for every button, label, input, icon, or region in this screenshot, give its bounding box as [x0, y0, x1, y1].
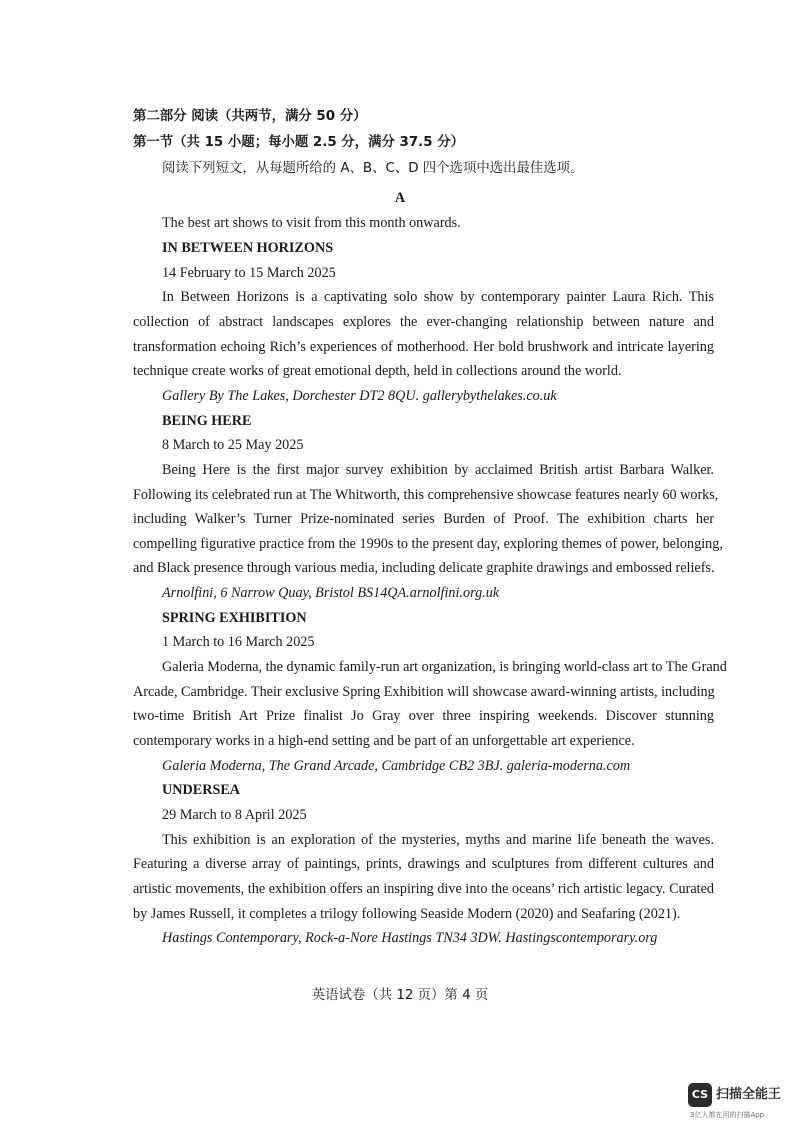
exhibition-dates: 29 March to 8 April 2025: [162, 807, 307, 823]
exhibition-text-line: and Black presence through various media, including delicate graphite drawings and embossed reliefs.: [133, 560, 715, 576]
exhibition-text-line: compelling figurative practice from the 1990s to the present day, exploring themes of power, belonging,: [133, 536, 723, 552]
exhibition-dates: 14 February to 15 March 2025: [162, 265, 336, 281]
exhibition-venue: Hastings Contemporary, Rock-a-Nore Hastings TN34 3DW. Hastingscontemporary.org: [162, 930, 658, 946]
exhibition-text-line: Following its celebrated run at The Whitworth, this comprehensive showcase features nearly 60 works,: [133, 487, 719, 503]
exhibition-dates: 8 March to 25 May 2025: [162, 437, 304, 453]
watermark-tagline: 3亿人都在用的扫描App: [690, 1111, 765, 1119]
page-footer: 英语试卷（共 12 页）第 4 页: [311, 988, 489, 1003]
camscanner-logo-icon: CS: [688, 1083, 712, 1107]
exhibition-title: UNDERSEA: [162, 782, 241, 798]
exhibition-text-line: Being Here is the first major survey exhibition by acclaimed British artist Barbara Walker.: [162, 462, 714, 478]
exhibition-venue: Galeria Moderna, The Grand Arcade, Cambridge CB2 3BJ. galeria-moderna.com: [162, 758, 631, 774]
exhibition-text-line: collection of abstract landscapes explores the ever-changing relationship between nature and: [133, 314, 714, 330]
part-title: 第二部分 阅读（共两节，满分 50 分）: [133, 109, 367, 124]
exhibition-title: IN BETWEEN HORIZONS: [162, 240, 334, 256]
exhibition-text-line: by James Russell, it completes a trilogy following Seaside Modern (2020) and Seafaring (2021).: [133, 906, 681, 922]
exhibition-text-line: This exhibition is an exploration of the mysteries, myths and marine life beneath the waves.: [162, 832, 714, 848]
exhibition-title: BEING HERE: [162, 413, 252, 429]
exhibition-text-line: contemporary works in a high-end setting and be part of an unforgettable art experience.: [133, 733, 635, 749]
exhibition-dates: 1 March to 16 March 2025: [162, 634, 315, 650]
exhibition-venue: Arnolfini, 6 Narrow Quay, Bristol BS14QA.arnolfini.org.uk: [162, 585, 500, 601]
exhibition-venue: Gallery By The Lakes, Dorchester DT2 8QU. gallerybythelakes.co.uk: [162, 388, 557, 404]
exhibition-text-line: two-time British Art Prize finalist Jo Gray over three inspiring weekends. Discover stunning: [133, 708, 714, 724]
instruction: 阅读下列短文，从每题所给的 A、B、C、D 四个选项中选出最佳选项。: [162, 161, 584, 176]
exhibition-text-line: Galeria Moderna, the dynamic family-run art organization, is bringing world-class art to The Grand: [162, 659, 727, 675]
exhibition-text-line: transformation echoing Rich’s experiences of motherhood. Her bold brushwork and intricate layering: [133, 339, 714, 355]
passage-label: A: [394, 190, 406, 206]
camscanner-watermark: [688, 1083, 796, 1123]
watermark-brand: 扫描全能王: [716, 1087, 782, 1102]
passage-intro: The best art shows to visit from this month onwards.: [162, 215, 461, 231]
exhibition-title: SPRING EXHIBITION: [162, 610, 307, 626]
section-title: 第一节（共 15 小题；每小题 2.5 分，满分 37.5 分）: [133, 135, 465, 150]
exhibition-text-line: including Walker’s Turner Prize-nominated series Burden of Proof. The exhibition charts her: [133, 511, 714, 527]
exhibition-text-line: technique create works of great emotional depth, held in collections around the world.: [133, 363, 622, 379]
exhibition-text-line: In Between Horizons is a captivating solo show by contemporary painter Laura Rich. This: [162, 289, 714, 305]
exhibition-text-line: Featuring a diverse array of paintings, prints, drawings and sculptures from different cultures and: [133, 856, 714, 872]
exhibition-text-line: Arcade, Cambridge. Their exclusive Spring Exhibition will showcase award-winning artists, including: [133, 684, 715, 700]
exhibition-text-line: artistic movements, the exhibition offers an inspiring dive into the oceans’ rich artistic legacy. Curated: [133, 881, 714, 897]
